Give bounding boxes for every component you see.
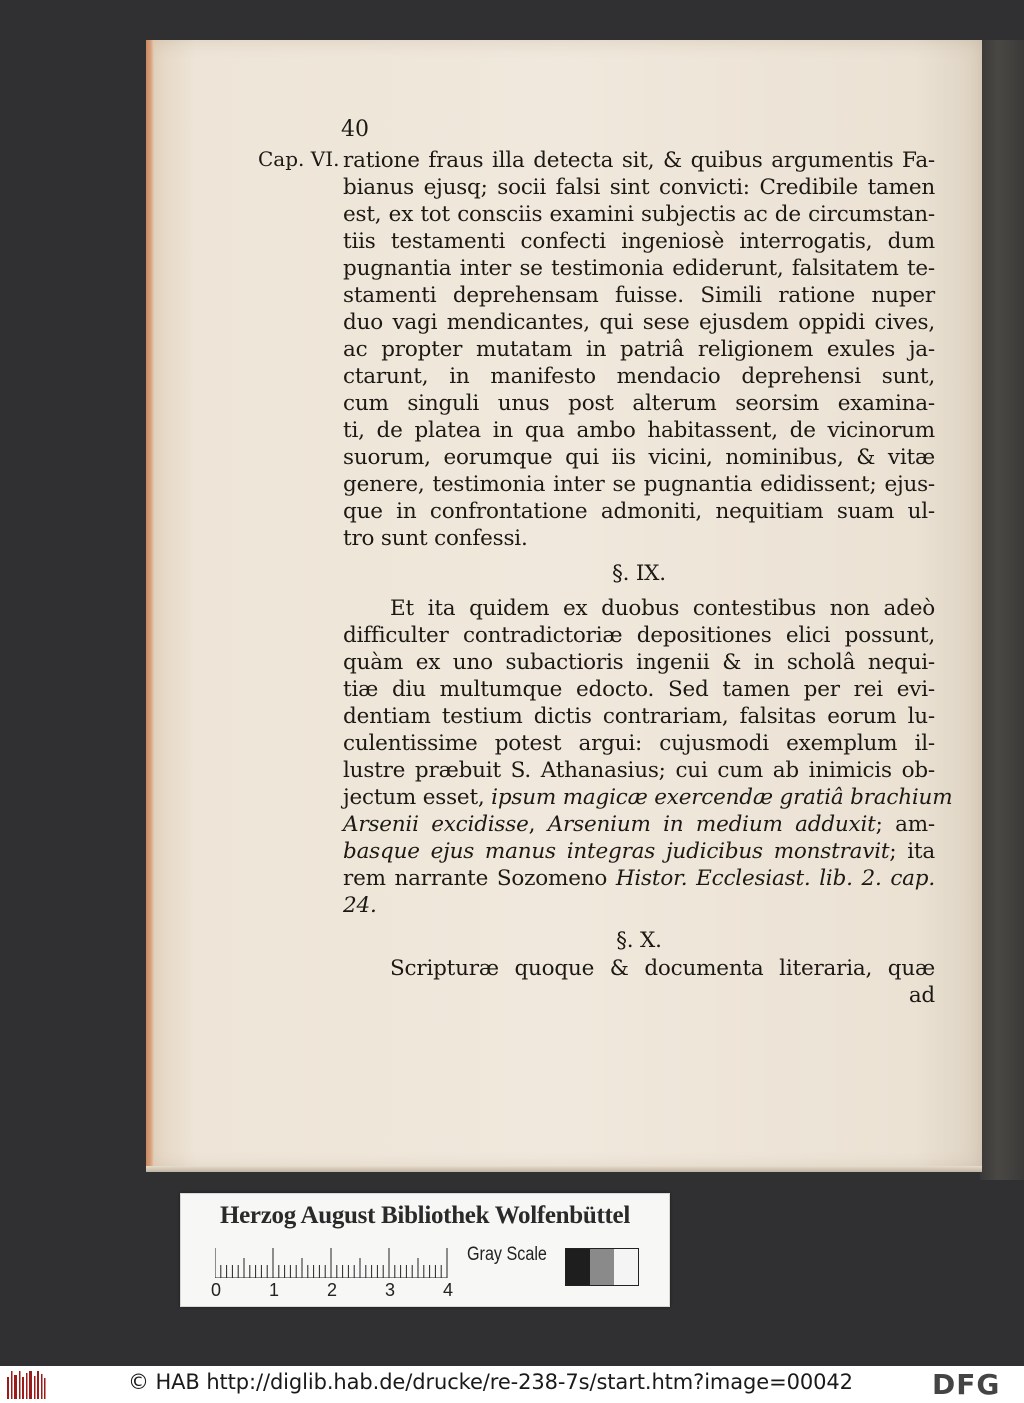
text-line: 24. xyxy=(343,893,377,918)
text-segment: ; ita xyxy=(889,839,935,864)
section-heading-x: §. X. xyxy=(616,928,662,953)
ruler-scale xyxy=(215,1242,455,1278)
text-line xyxy=(343,865,935,892)
catchword: ad xyxy=(908,983,935,1008)
text-line: tiæ diu multumque edocto. Sed tamen per rei evi- xyxy=(343,677,935,702)
italic-segment: basque ejus manus integras judicibus monstravit xyxy=(343,839,890,864)
ruler-number: 4 xyxy=(443,1280,454,1300)
text-line: culentissime potest argui: cujusmodi exemplum il- xyxy=(343,731,935,756)
text-line: que in confrontatione admoniti, nequitiam suam ul- xyxy=(343,499,935,524)
gray-swatch-dark xyxy=(566,1249,590,1285)
text-segment: ; am- xyxy=(875,812,935,837)
gray-scale-label: Gray Scale xyxy=(467,1244,547,1265)
text-line xyxy=(343,784,953,811)
margin-note-chapter: Cap. VI. xyxy=(258,147,340,171)
gray-scale-swatches xyxy=(565,1248,639,1286)
text-line: difficulter contradictoriæ depositiones elici possunt, xyxy=(343,623,935,648)
ruler-number: 1 xyxy=(269,1280,280,1300)
text-line xyxy=(343,811,935,838)
section-heading-ix: §. IX. xyxy=(612,561,666,586)
barcode-icon xyxy=(6,1371,46,1399)
library-color-strip xyxy=(180,1193,670,1307)
text-line xyxy=(343,838,935,865)
italic-segment: Histor. Ecclesiast. lib. 2. cap. xyxy=(615,866,935,891)
gray-swatch-mid xyxy=(590,1249,614,1285)
ruler-number: 2 xyxy=(327,1280,338,1300)
text-line: ratione fraus illa detecta sit, & quibus argumentis Fa- xyxy=(343,148,935,173)
page-number: 40 xyxy=(341,117,369,142)
text-line: pugnantia inter se testimonia ediderunt, falsitatem te- xyxy=(343,256,935,281)
text-segment: , xyxy=(528,812,548,837)
ruler-number: 0 xyxy=(211,1280,222,1300)
italic-segment: Arsenii excidisse xyxy=(343,812,529,837)
text-line: lustre præbuit S. Athanasius; cui cum ab inimicis ob- xyxy=(343,758,935,783)
text-segment: rem narrante Sozomeno xyxy=(343,866,616,891)
footer-source-link[interactable]: © HAB http://diglib.hab.de/drucke/re-238-7s/start.htm?image=00042 xyxy=(128,1370,853,1394)
text-segment: jectum esset, xyxy=(343,785,492,810)
text-line: est, ex tot consciis examini subjectis ac de circumstan- xyxy=(343,202,935,227)
text-line: suorum, eorumque qui iis vicini, nominibus, & vitæ xyxy=(343,445,935,470)
text-line: duo vagi mendicantes, qui sese ejusdem oppidi cives, xyxy=(343,310,935,335)
text-line: genere, testimonia inter se pugnantia edidissent; ejus- xyxy=(343,472,935,497)
text-line: Et ita quidem ex duobus contestibus non adeò xyxy=(390,596,935,621)
italic-segment: Arsenium in medium adduxit xyxy=(547,812,876,837)
text-line: ac propter mutatam in patriâ religionem exules ja- xyxy=(343,337,935,362)
text-line: Scripturæ quoque & documenta literaria, quæ xyxy=(390,956,935,981)
text-line: ti, de platea in qua ambo habitassent, de vicinorum xyxy=(343,418,935,443)
italic-segment: ipsum magicæ exercendæ gratiâ brachium xyxy=(491,785,953,810)
text-line: bianus ejusq; socii falsi sint convicti: Credibile tamen xyxy=(343,175,935,200)
text-line: ctarunt, in manifesto mendacio deprehensi sunt, xyxy=(343,364,935,389)
text-line: tiis testamenti confecti ingeniosè interrogatis, dum xyxy=(343,229,935,254)
dfg-logo: DFG xyxy=(932,1368,1001,1401)
text-line: stamenti deprehensam fuisse. Simili ratione nuper xyxy=(343,283,935,308)
gray-swatch-light xyxy=(614,1249,638,1285)
ruler-numbers xyxy=(207,1280,454,1304)
text-line: quàm ex uno subactioris ingenii & in scholâ nequi- xyxy=(343,650,935,675)
text-line: dentiam testium dictis contrariam, falsitas eorum lu- xyxy=(343,704,935,729)
library-name: Herzog August Bibliothek Wolfenbüttel xyxy=(219,1202,630,1229)
text-line: tro sunt confessi. xyxy=(343,526,528,551)
text-line: cum singuli unus post alterum seorsim examina- xyxy=(343,391,935,416)
footer-bar xyxy=(0,1366,1024,1403)
ruler-number: 3 xyxy=(385,1280,396,1300)
